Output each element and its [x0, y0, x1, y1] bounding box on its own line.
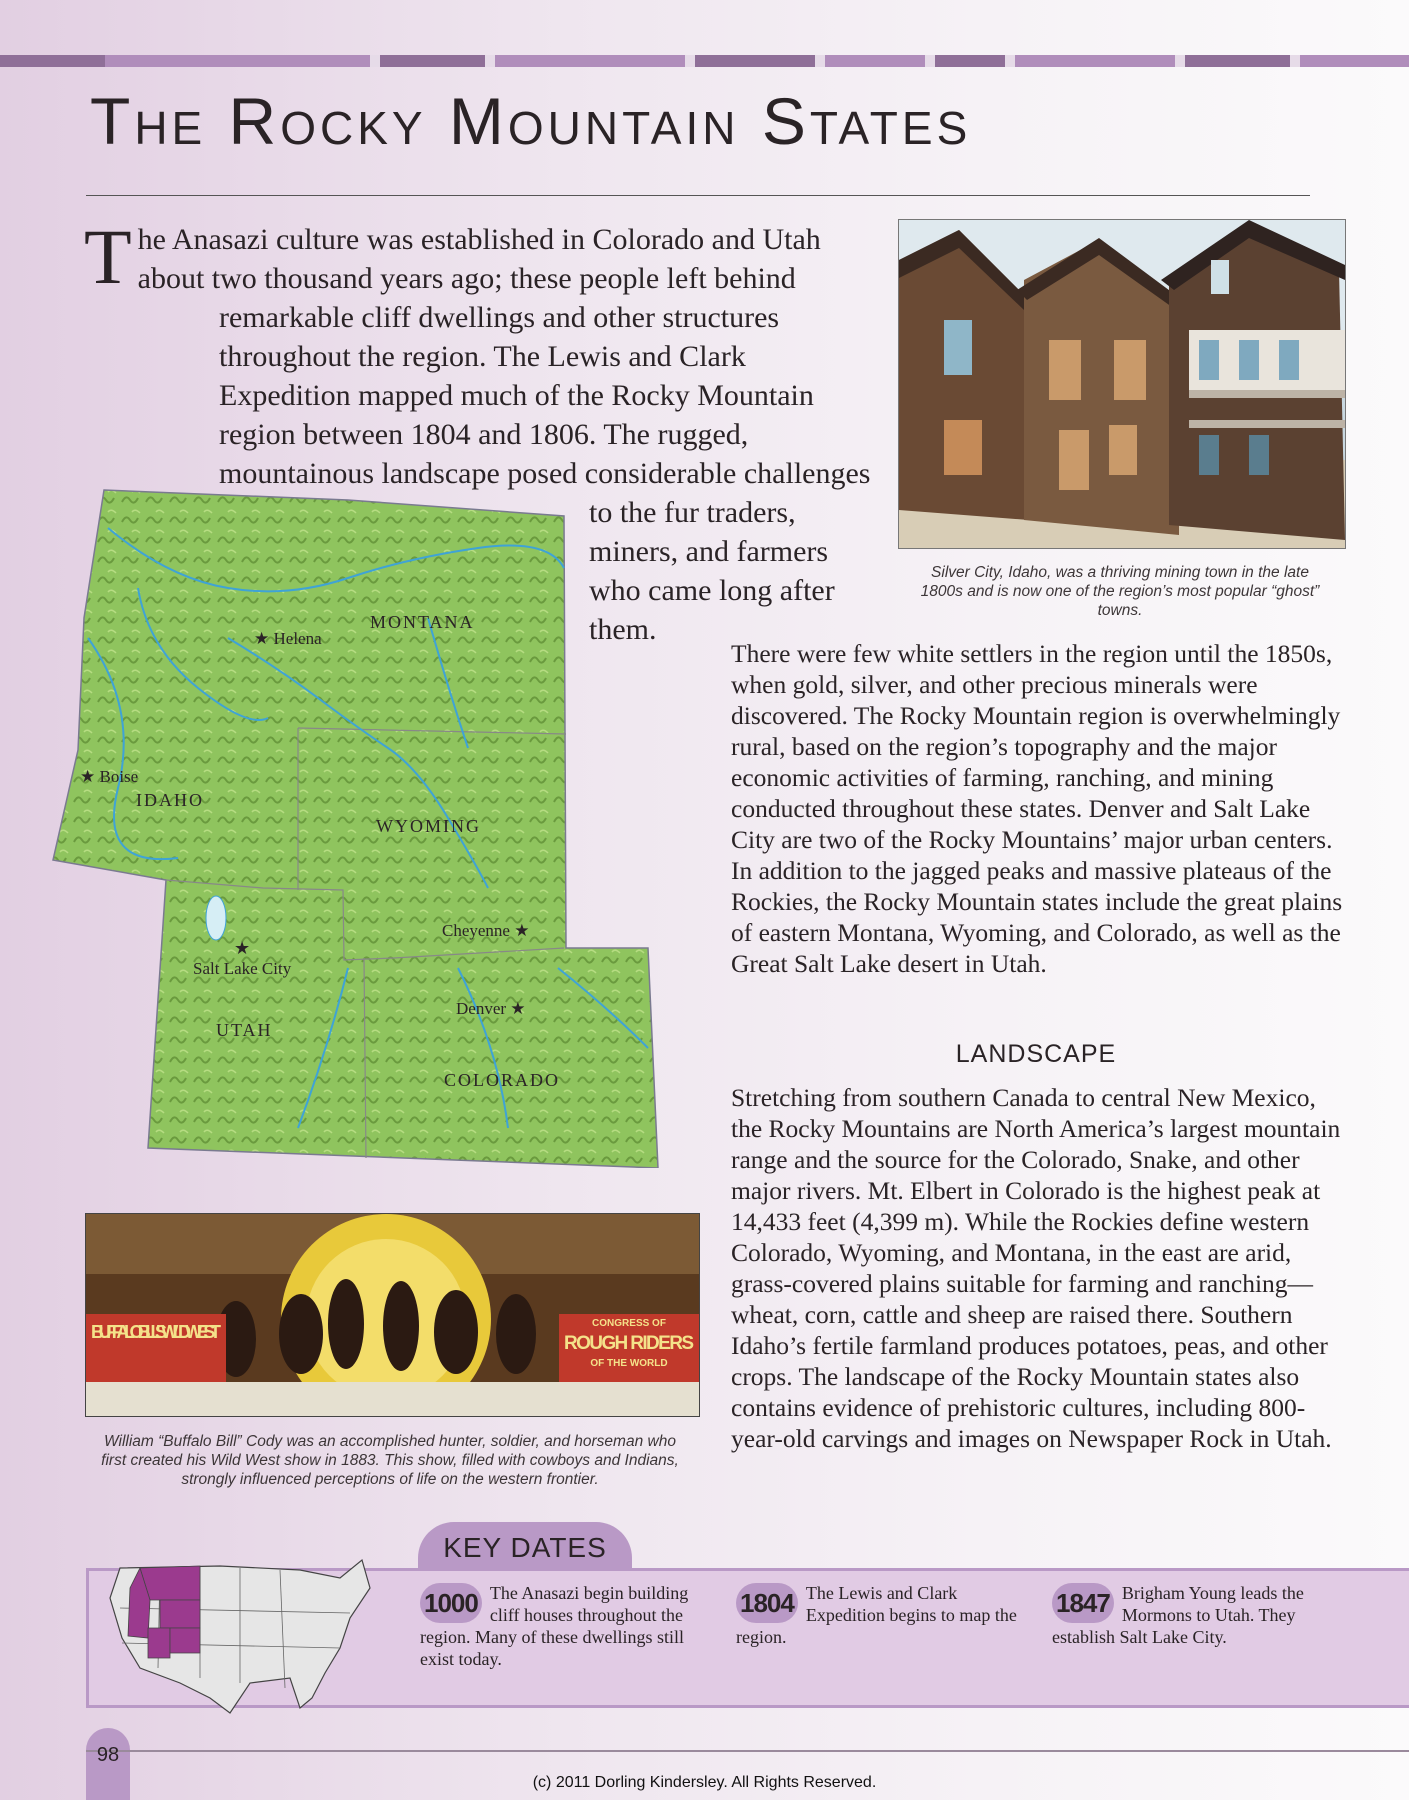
- key-date-text: The Anasazi begin building cliff houses throughout the region. Many of these dwellings still exist today.: [420, 1583, 689, 1669]
- key-date-1804: [736, 1582, 1021, 1648]
- landscape-heading: [731, 1040, 1341, 1069]
- page-number: 98: [96, 1744, 120, 1766]
- city-label-boise: ★ Boise: [80, 767, 139, 786]
- landscape-heading-text: LANDSCAPE: [955, 1040, 1117, 1068]
- map-label-colorado: COLORADO: [444, 1070, 561, 1090]
- wild-west-poster-art: [86, 1214, 699, 1416]
- key-date-text: The Lewis and Clark Expedition begins to map the region.: [736, 1583, 1017, 1647]
- key-dates-heading: KEY DATES: [443, 1532, 607, 1563]
- landscape-paragraph: Stretching from southern Canada to central New Mexico, the Rocky Mountains are North America’s largest mountain range and the source for the Colorado, Snake, and other major rivers. Mt. Elbert in Colorado is the highest peak at 14,433 feet (4,399 m). While the Rockies define western Colorado, Wyoming, and Montana, in the east are arid, grass-covered plains suitable for farming and ranching—wheat, corn, cattle and sheep are raised there. Southern Idaho’s fertile farmland produces potatoes, peas, and other crops. The landscape of the Rocky Mountain states also contains evidence of prehistoric cultures, including 800-year-old carvings and images on Newspaper Rock in Utah.: [731, 1083, 1341, 1453]
- rocky-mountain-states-map: [48, 488, 668, 1168]
- city-label-helena: ★ Helena: [254, 629, 322, 648]
- map-label-idaho: IDAHO: [136, 790, 204, 810]
- city-star-salt-lake: ★: [234, 938, 251, 958]
- key-dates-tab: [418, 1522, 632, 1570]
- ghost-town-illustration: [899, 220, 1345, 548]
- intro-text: he Anasazi culture was established in Colorado and Utah about two thousand years ago; these people left behind remarkable cliff dwellings and other structures throughout the region. The Lewis and Clark Expedition mapped much of the Rocky Mountain region between 1804 and 1806. The rugged, mountainous landscape posed considerable challenges to the fur traders, miners, and farmers who came long after them.: [137, 223, 871, 646]
- relief-map: [48, 488, 668, 1168]
- key-date-year-badge: 1847: [1052, 1583, 1114, 1623]
- key-date-1847: [1052, 1582, 1337, 1648]
- map-land: [53, 490, 658, 1168]
- city-label-cheyenne: Cheyenne ★: [442, 921, 530, 940]
- poster-right-text: ROUGH RIDERS: [564, 1333, 694, 1354]
- city-label-salt-lake-city: Salt Lake City: [193, 959, 292, 978]
- poster-right-small: CONGRESS OF: [592, 1318, 666, 1329]
- us-locator-map: [100, 1548, 380, 1728]
- footer-divider: [86, 1750, 1409, 1752]
- title-divider: [86, 195, 1310, 196]
- settlers-paragraph: There were few white settlers in the region until the 1850s, when gold, silver, and other precious minerals were discovered. The Rocky Mountain region is overwhelmingly rural, based on the region’s topography and the major economic activities of farming, ranching, and mining conducted throughout these states. Denver and Salt Lake City are two of the Rocky Mountains’ major urban centers. In addition to the jagged peaks and massive plateaus of the Rockies, the Rocky Mountain states include the great plains of eastern Montana, Wyoming, and Colorado, as well as the Great Salt Lake desert in Utah.: [731, 639, 1343, 978]
- page-title: The Rocky Mountain States: [90, 84, 972, 158]
- silver-city-caption: Silver City, Idaho, was a thriving mining town in the late 1800s and is now one of the region’s most popular “ghost” towns.: [920, 564, 1320, 619]
- top-decorative-bar: [0, 55, 1409, 67]
- map-label-utah: UTAH: [216, 1020, 273, 1040]
- key-date-year-badge: 1804: [736, 1583, 798, 1623]
- key-date-1000: [420, 1582, 705, 1670]
- drop-cap: T: [84, 213, 132, 300]
- copyright-notice: (c) 2011 Dorling Kindersley. All Rights Reserved.: [532, 1774, 877, 1791]
- buffalo-bill-caption: William “Buffalo Bill” Cody was an accomplished hunter, soldier, and horseman who first created his Wild West show in 1883. This show, filled with cowboys and Indians, strongly influenced perceptions of life on the western frontier.: [101, 1433, 679, 1488]
- map-label-wyoming: WYOMING: [376, 816, 481, 836]
- key-date-year-badge: 1000: [420, 1583, 482, 1623]
- map-label-montana: MONTANA: [370, 612, 475, 632]
- poster-left-text: BUFFALO BILL'S WILD WEST: [90, 1322, 222, 1342]
- wrap-spacer: [883, 220, 884, 454]
- key-date-text: Brigham Young leads the Mormons to Utah. They establish Salt Lake City.: [1052, 1583, 1304, 1647]
- city-label-denver: Denver ★: [456, 999, 526, 1018]
- silver-city-photo: [898, 219, 1346, 549]
- buffalo-bill-poster: [85, 1213, 700, 1417]
- poster-right-sub: OF THE WORLD: [590, 1358, 668, 1369]
